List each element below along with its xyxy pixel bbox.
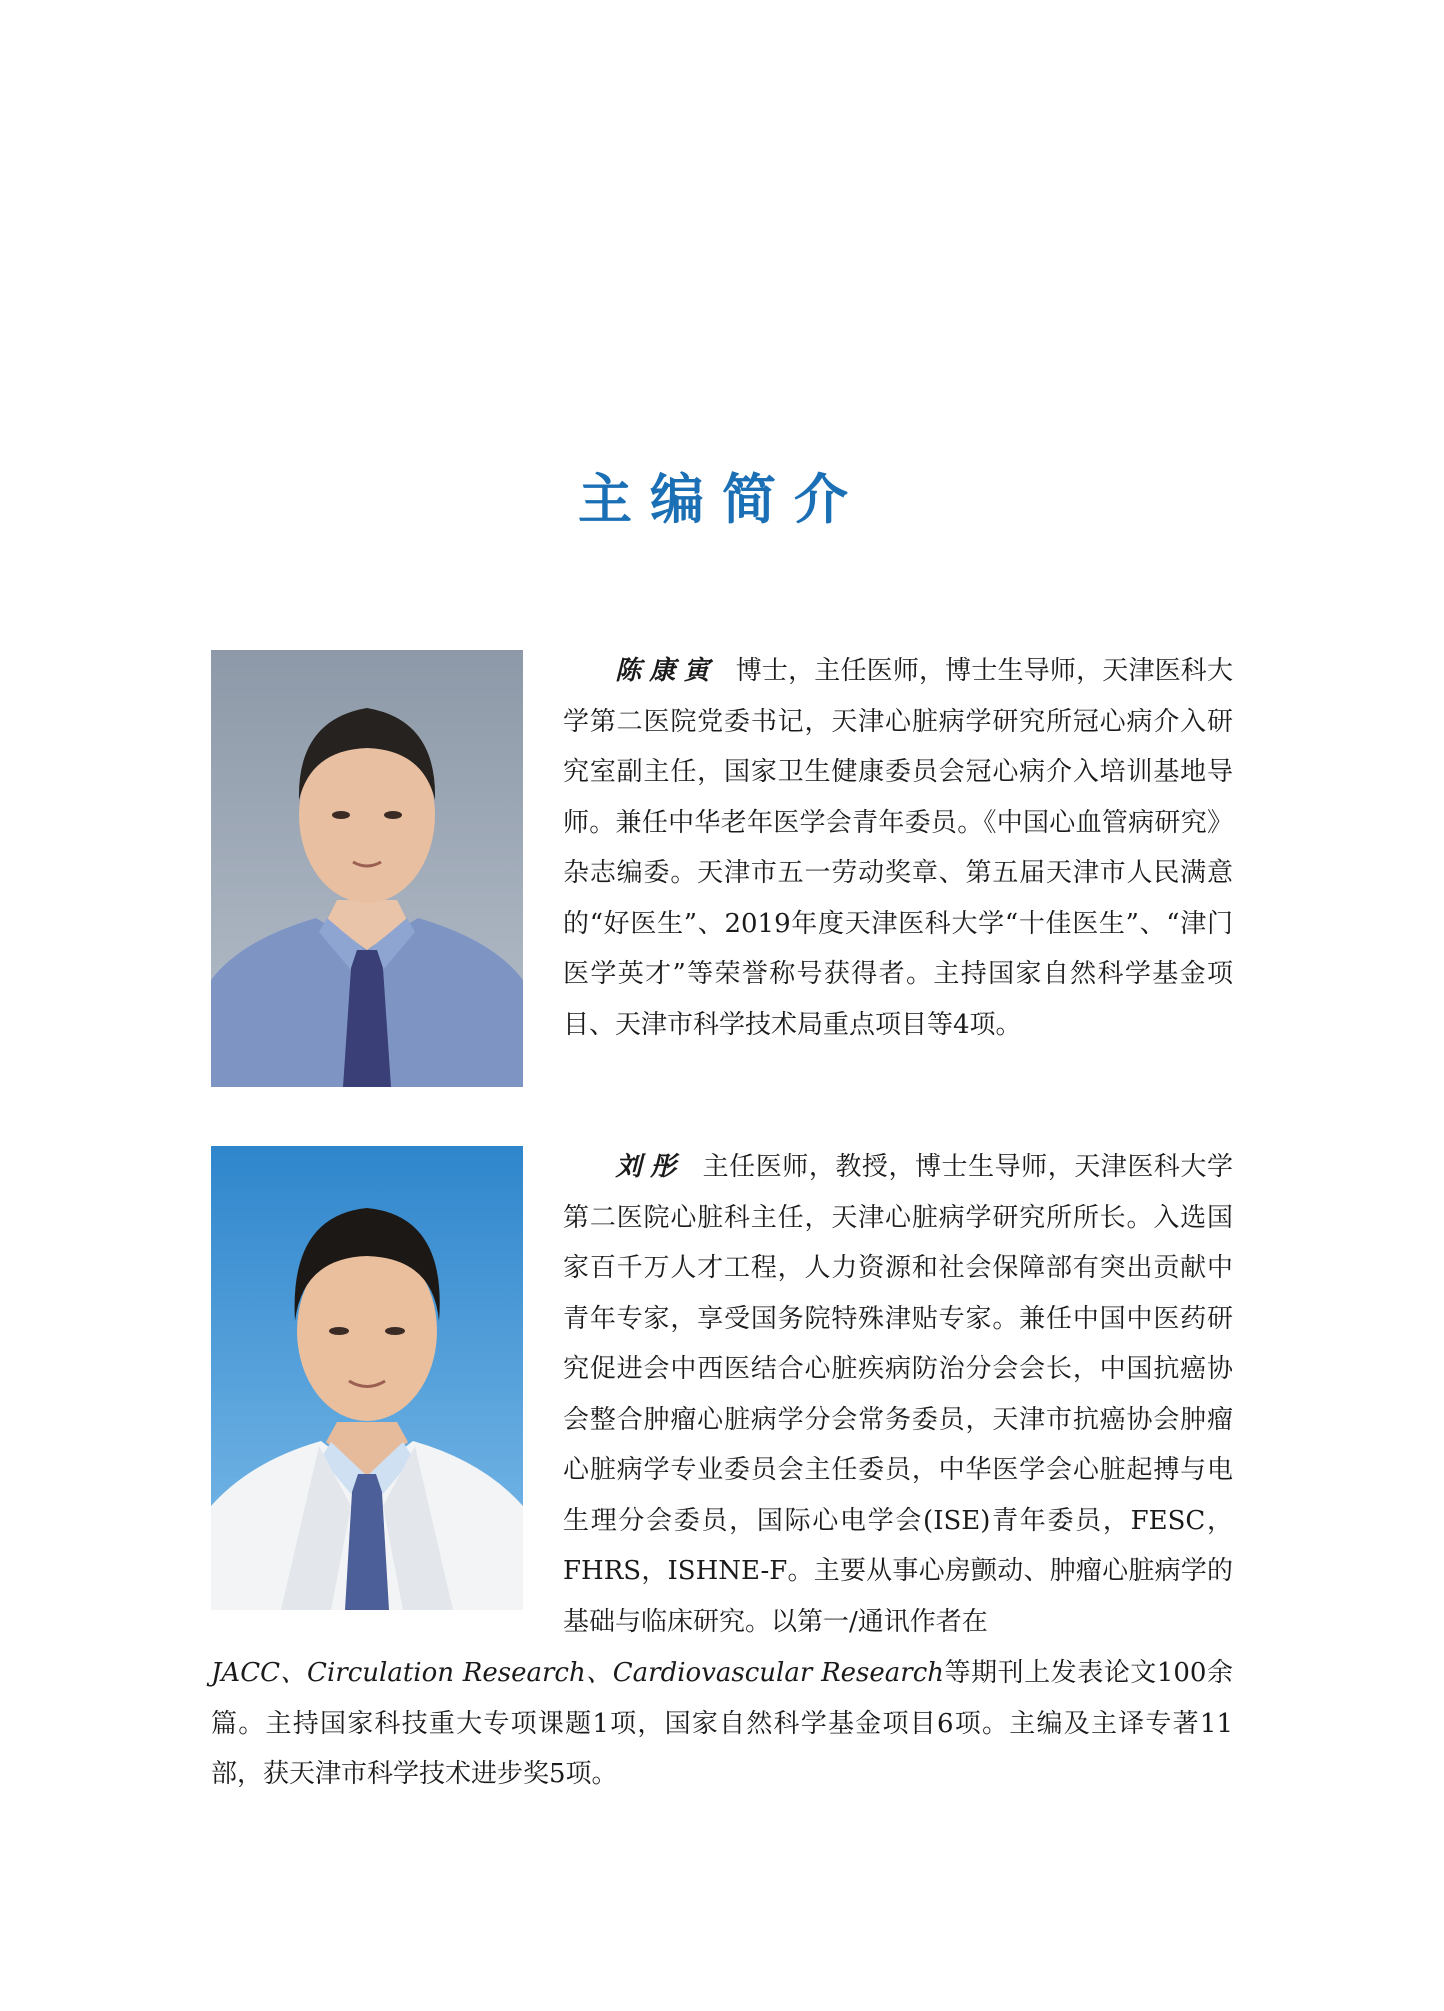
editor-bio-2-continued [211, 1648, 1233, 1800]
page-title: 主编简介 [578, 468, 866, 531]
editor-bio-text-2: 主任医师，教授，博士生导师，天津医科大学第二医院心脏科主任，天津心脏病学研究所所长。入选国家百千万人才工程，人力资源和社会保障部有突出贡献中青年专家，享受国务院特殊津贴专家。兼任中国中医药研究促进会中西医结合心脏疾病防治分会会长，中国抗癌协会整合肿瘤心脏病学分会常务委员，天津市抗癌协会肿瘤心脏病学专业委员会主任委员，中华医学会心脏起搏与电生理分会委员，国际心电学会(ISE)青年委员，FESC，FHRS，ISHNE-F。主要从事心房颤动、肿瘤心脏病学的基础与临床研究。以第一/通讯作者在 [563, 1152, 1233, 1637]
editor-bio-text-1: 博士，主任医师，博士生导师，天津医科大学第二医院党委书记，天津心脏病学研究所冠心病介入研究室副主任，国家卫生健康委员会冠心病介入培训基地导师。兼任中华老年医学会青年委员。《中国心血管病研究》杂志编委。天津市五一劳动奖章、第五届天津市人民满意的“好医生”、2019年度天津医科大学“十佳医生”、“津门医学英才”等荣誉称号获得者。主持国家自然科学基金项目、天津市科学技术局重点项目等4项。 [563, 656, 1233, 1040]
editor-name-1: 陈康寅 [615, 656, 718, 686]
editor-bio-journals-2: JACC、Circulation Research、Cardiovascular Research [211, 1658, 945, 1688]
editor-name-2: 刘彤 [615, 1152, 685, 1182]
editor-bio-1 [563, 646, 1233, 1050]
editor-bio-end-2: 等期刊上发表论文100余篇。主持国家科技重大专项课题1项，国家自然科学基金项目6项。主编及主译专著11部，获天津市科学技术进步奖5项。 [211, 1658, 1233, 1789]
portrait-photo-chen [211, 650, 523, 1087]
portrait-photo-liu [211, 1146, 523, 1610]
editor-bio-2 [563, 1142, 1233, 1647]
